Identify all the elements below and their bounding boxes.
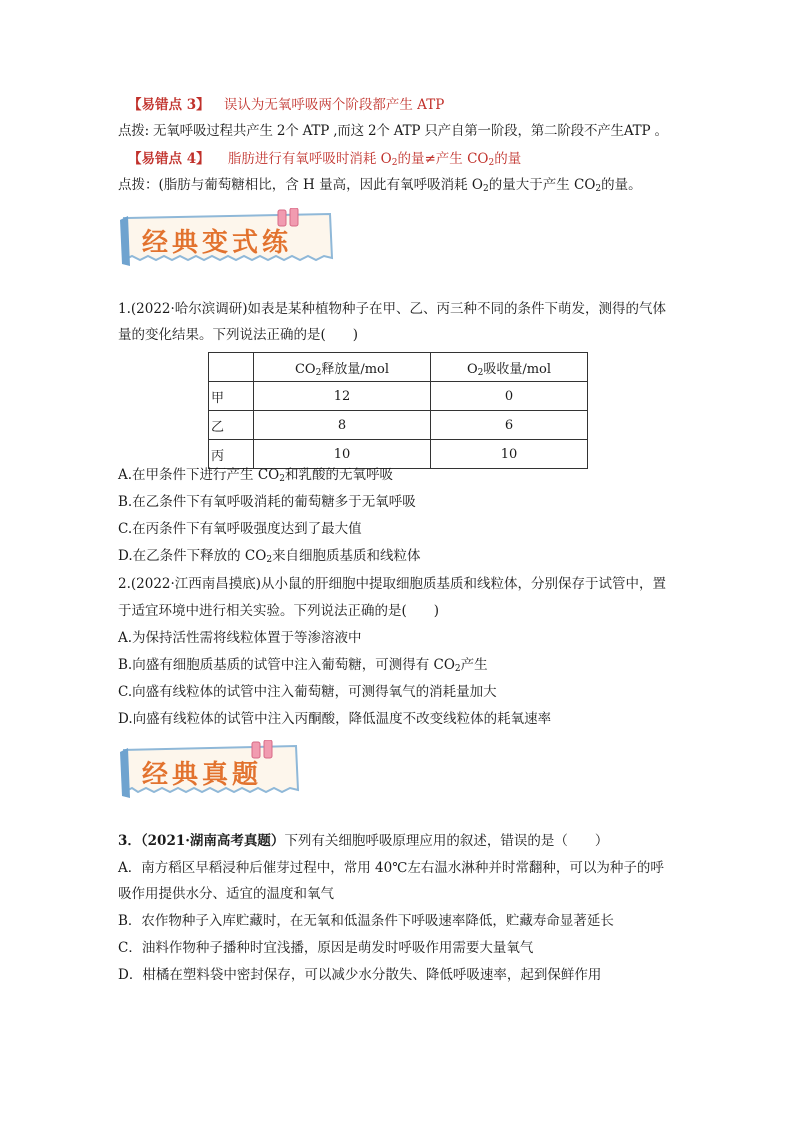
e4-text-part: 脂肪进行有氧呼吸时消耗 O	[227, 151, 392, 167]
option-text: B.向盛有细胞质基质的试管中注入葡萄糖，可测得有 CO	[118, 657, 455, 673]
table-cell-co2: 10	[254, 440, 431, 469]
table-row	[209, 382, 588, 411]
option-text: A.在甲条件下进行产生 CO	[118, 467, 280, 483]
q1-option-a	[118, 466, 393, 484]
subscript: 2	[595, 184, 602, 194]
error-point-4-text	[228, 151, 521, 167]
q3-option-b: B．农作物种子入库贮藏时，在无氧和低温条件下呼吸速率降低，贮藏寿命显著延长	[118, 913, 614, 929]
q2-option-d: D.向盛有线粒体的试管中注入丙酮酸，降低温度不改变线粒体的耗氧速率	[118, 711, 552, 727]
q1-option-d	[118, 547, 421, 565]
q3-option-c: C．油料作物种子播种时宜浅播，原因是萌发时呼吸作用需要大量氧气	[118, 940, 534, 956]
real-exam-banner-title: 经典真题	[142, 760, 263, 790]
q3-source: （2021·湖南高考真题）	[140, 833, 285, 849]
header-text: 吸收量/mol	[483, 361, 552, 377]
q3-stem-text: 下列有关细胞呼吸原理应用的叙述，错误的是（ ）	[284, 833, 609, 849]
error-point-3-tag: 【易错点 3】	[128, 97, 210, 113]
q3-option-a-line2: 吸作用提供水分、适宜的温度和氧气	[118, 886, 334, 902]
q1-option-b: B.在乙条件下有氧呼吸消耗的葡萄糖多于无氧呼吸	[118, 494, 416, 510]
table-row-label: 乙	[209, 411, 254, 440]
q3-number: 3．	[118, 833, 141, 849]
subscript: 2	[482, 184, 489, 194]
option-text: D.在乙条件下释放的 CO	[118, 548, 267, 564]
e4-tip-part: 的量。	[601, 177, 642, 193]
e4-text-part: 的量	[494, 151, 522, 167]
q2-option-a: A.为保持活性需将线粒体置于等渗溶液中	[118, 630, 362, 646]
e4-text-part: 的量≠产生 CO	[397, 151, 489, 167]
q1-option-c: C.在丙条件下有氧呼吸强度达到了最大值	[118, 521, 362, 537]
table-cell-co2: 8	[254, 411, 431, 440]
q1-stem-line1: 1.(2022·哈尔滨调研)如表是某种植物种子在甲、乙、丙三种不同的条件下萌发，测得的气体	[118, 301, 667, 317]
q2-option-b	[118, 656, 488, 674]
q2-stem-line2: 于适宜环境中进行相关实验。下列说法正确的是( )	[118, 603, 440, 619]
q3-option-d: D．柑橘在塑料袋中密封保存，可以减少水分散失、降低呼吸速率，起到保鲜作用	[118, 967, 602, 983]
subscript: 2	[266, 555, 273, 565]
subscript: 2	[477, 367, 484, 378]
table-row-label: 甲	[209, 382, 254, 411]
option-text: 和乳酸的无氧呼吸	[284, 467, 393, 483]
header-text: CO	[294, 361, 316, 377]
q2-option-c: C.向盛有线粒体的试管中注入葡萄糖，可测得氧气的消耗量加大	[118, 684, 497, 700]
q1-table	[208, 352, 588, 469]
table-row	[209, 411, 588, 440]
subscript: 2	[315, 367, 322, 378]
subscript: 2	[279, 474, 285, 484]
error-point-3-tip: 点拨: 无氧呼吸过程共产生 2个 ATP ,而这 2个 ATP 只产自第一阶段，第二阶段不产生ATP 。	[118, 123, 668, 139]
error-point-3-text: 误认为无氧呼吸两个阶段都产生 ATP	[223, 97, 445, 113]
error-point-3	[128, 96, 444, 114]
q3-stem	[118, 832, 608, 850]
real-exam-banner	[118, 740, 304, 800]
table-row	[209, 353, 588, 382]
option-text: 来自细胞质基质和线粒体	[272, 548, 421, 564]
practice-banner	[118, 208, 340, 268]
option-text: 产生	[460, 657, 488, 673]
error-point-4	[128, 150, 521, 168]
error-point-4-tag: 【易错点 4】	[128, 151, 210, 167]
q3-option-a-line1: A．南方稻区早稻浸种后催芽过程中，常用 40℃左右温水淋种并时常翻种，可以为种子的呼	[118, 860, 664, 876]
e4-tip-part: 的量大于产生 CO	[488, 177, 596, 193]
table-cell-co2: 12	[254, 382, 431, 411]
q2-stem-line1: 2.(2022·江西南昌摸底)从小鼠的肝细胞中提取细胞质基质和线粒体，分别保存于试管中，置	[118, 576, 667, 592]
subscript: 2	[454, 664, 461, 674]
table-row	[209, 440, 588, 469]
table-header-o2	[431, 353, 588, 382]
practice-banner-title: 经典变式练	[142, 228, 293, 258]
table-header-co2	[254, 353, 431, 382]
subscript: 2	[488, 158, 495, 168]
subscript: 2	[391, 158, 398, 168]
q1-stem-line2: 量的变化结果。下列说法正确的是( )	[118, 327, 359, 343]
header-text: O	[466, 361, 478, 377]
table-cell-o2: 10	[431, 440, 588, 469]
error-point-4-tip	[118, 176, 642, 194]
e4-tip-part: 点拨：(脂肪与葡萄糖相比，含 H 量高，因此有氧呼吸消耗 O	[118, 177, 483, 193]
table-cell-o2: 6	[431, 411, 588, 440]
table-header-cell	[209, 353, 254, 382]
table-row-label: 丙	[209, 440, 254, 469]
table-cell-o2: 0	[431, 382, 588, 411]
header-text: 释放量/mol	[321, 361, 390, 377]
